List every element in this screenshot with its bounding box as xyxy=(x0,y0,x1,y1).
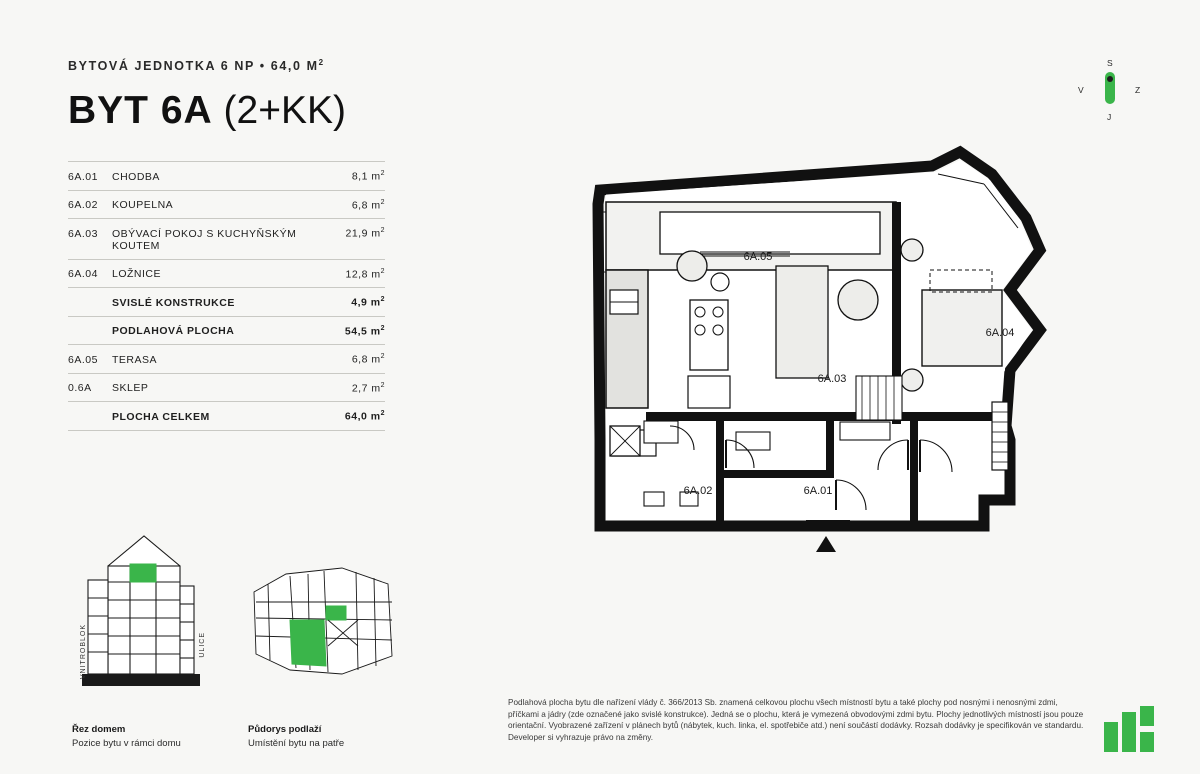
room-area-sup: 2 xyxy=(380,324,385,332)
room-area xyxy=(323,288,385,317)
room-area-sup: 2 xyxy=(380,381,385,389)
room-area-sup: 2 xyxy=(380,410,385,418)
room-name: CHODBA xyxy=(112,170,160,183)
diagram-row xyxy=(68,520,408,749)
compass-rose xyxy=(1072,58,1148,134)
floorplan-drawing xyxy=(540,140,1140,570)
room-code: 6A.03 xyxy=(68,227,98,240)
room-area-table xyxy=(68,161,385,431)
room-code: 6A.04 xyxy=(68,268,98,281)
room-name: LOŽNICE xyxy=(112,268,162,281)
plan-label-6a03: 6A.03 xyxy=(817,373,847,385)
room-name: OBÝVACÍ POKOJ S KUCHYŇSKÝM KOUTEM xyxy=(112,227,297,252)
section-caption-title: Řez domem xyxy=(72,724,126,735)
room-area-value: 54,5 m xyxy=(344,325,381,338)
room-area xyxy=(323,345,385,374)
compass-south-label: J xyxy=(1107,112,1112,122)
room-area-sup: 2 xyxy=(380,296,385,304)
room-name: KOUPELNA xyxy=(112,199,174,212)
legal-note: Podlahová plocha bytu dle nařízení vlády č. 366/2013 Sb. znamená celkovou plochu všech místností bytu a také plochy pod nosnými i nenosnými zdmi, příčkami a jádry (zde označené jako svislé konstrukce). Jedná se o plochu, která je vymezená obvodovými zdmi bytu. Plochy jednotlivých místností jsou pouze orientační. Vyobrazené zařízení v plánech bytů (nábytek, kuch. linka, el. spotřebiče atd.) není součástí dodávky. Rozsah dodávky je specifikován ve standardu. Developer si vyhrazuje právo na změny. xyxy=(508,698,1084,742)
page-title-bold: BYT 6A xyxy=(68,89,213,133)
plan-label-6a04: 6A.04 xyxy=(985,327,1015,339)
left-column xyxy=(68,58,388,431)
room-code: 0.6A xyxy=(68,382,92,395)
plan-label-6a05: 6A.05 xyxy=(743,251,773,263)
building-section-diagram xyxy=(68,520,218,695)
table-row xyxy=(68,190,385,219)
room-name: SVISLÉ KONSTRUKCE xyxy=(112,296,235,309)
room-area xyxy=(323,162,385,191)
logo-bar-3 xyxy=(1140,706,1154,726)
room-name: PLOCHA CELKEM xyxy=(112,410,210,423)
unit-eyebrow-sup: 2 xyxy=(318,58,325,67)
room-area-value: 6,8 m xyxy=(351,353,381,366)
room-area-sup: 2 xyxy=(380,198,385,206)
room-area xyxy=(323,373,385,402)
table-row xyxy=(68,345,385,374)
brand-logo xyxy=(1104,706,1160,752)
floor-key-diagram xyxy=(246,562,398,682)
compass-north-label: S xyxy=(1107,58,1114,68)
table-row xyxy=(68,288,385,317)
room-area-value: 8,1 m xyxy=(351,170,381,183)
diagrams-block xyxy=(68,520,408,749)
floor-caption xyxy=(248,723,408,751)
plan-label-6a02: 6A.02 xyxy=(683,485,713,497)
unit-eyebrow-text: BYTOVÁ JEDNOTKA 6 NP • 64,0 M xyxy=(68,59,319,74)
table-row xyxy=(68,373,385,402)
room-area-value: 12,8 m xyxy=(345,268,381,281)
logo-bar-4 xyxy=(1140,732,1154,752)
room-area xyxy=(323,316,385,345)
logo-bar-2 xyxy=(1122,712,1136,752)
room-area-value: 4,9 m xyxy=(351,296,381,309)
compass-west-label: V xyxy=(1078,85,1085,95)
table-row xyxy=(68,219,385,260)
room-area-sup: 2 xyxy=(380,170,385,178)
section-caption xyxy=(72,723,222,751)
room-code xyxy=(68,288,112,317)
compass-east-label: Z xyxy=(1135,85,1141,95)
table-row xyxy=(68,259,385,288)
room-code xyxy=(68,316,112,345)
room-code xyxy=(68,402,112,431)
table-row-total xyxy=(68,402,385,431)
room-area-value: 64,0 m xyxy=(344,410,381,423)
room-code: 6A.02 xyxy=(68,199,98,212)
plan-label-6a01: 6A.01 xyxy=(803,485,833,497)
room-area-value: 2,7 m xyxy=(351,382,381,395)
table-row xyxy=(68,316,385,345)
section-caption-subtitle: Pozice bytu v rámci domu xyxy=(72,738,181,749)
room-name: TERASA xyxy=(112,353,158,366)
floorplan-svg xyxy=(540,140,1140,570)
room-name: PODLAHOVÁ PLOCHA xyxy=(112,325,235,338)
room-code: 6A.01 xyxy=(68,170,98,183)
floor-caption-subtitle: Umístění bytu na patře xyxy=(248,738,345,749)
room-area xyxy=(323,259,385,288)
page-title xyxy=(68,89,388,133)
room-area-value: 21,9 m xyxy=(345,227,381,240)
room-area-sup: 2 xyxy=(380,353,385,361)
table-row xyxy=(68,162,385,191)
section-label-right: ULICE xyxy=(199,632,206,658)
room-area-sup: 2 xyxy=(380,267,385,275)
room-code: 6A.05 xyxy=(68,353,98,366)
unit-eyebrow xyxy=(68,58,388,73)
compass-needle-icon xyxy=(1105,72,1115,104)
room-area xyxy=(323,219,385,260)
logo-bar-1 xyxy=(1104,722,1118,752)
room-area xyxy=(323,402,385,431)
room-area-sup: 2 xyxy=(380,227,385,235)
room-name: SKLEP xyxy=(112,382,149,395)
floor-caption-title: Půdorys podlaží xyxy=(248,724,322,735)
section-label-left: VNITROBLOK xyxy=(80,624,87,680)
room-area-value: 6,8 m xyxy=(351,199,381,212)
page-title-light: (2+KK) xyxy=(223,89,347,133)
room-area xyxy=(323,190,385,219)
